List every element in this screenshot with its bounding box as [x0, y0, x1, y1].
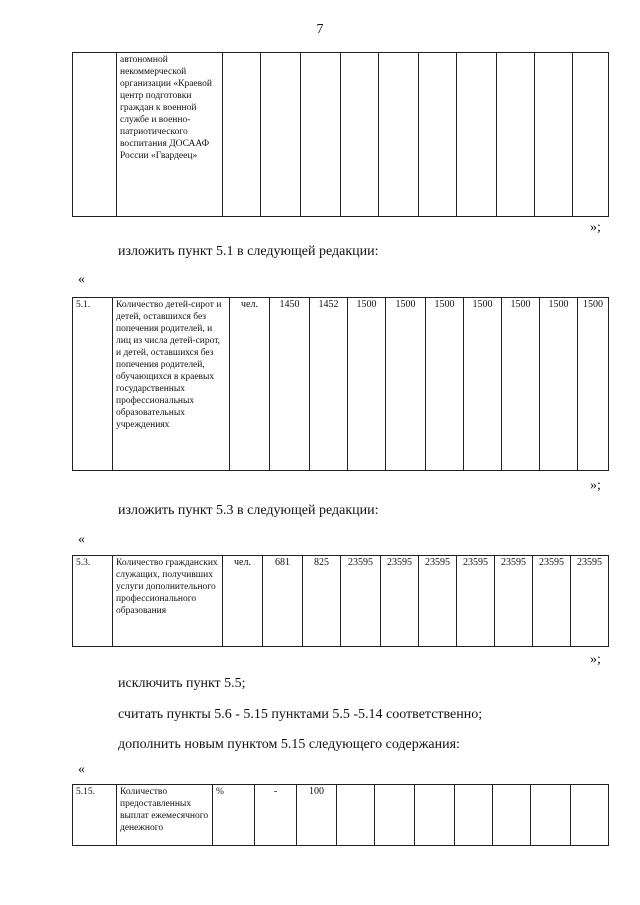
row-value: 1500: [578, 298, 609, 471]
row-value: [415, 785, 455, 846]
row-value: [455, 785, 493, 846]
row-value: 23595: [533, 556, 571, 647]
closing-quote: »;: [590, 478, 601, 493]
row-value: [571, 785, 609, 846]
row-description: Количество детей-сирот и детей, оставшихся без попечения родителей, и лиц из числа детей-сирот, и детей, оставшихся без попечения родителей, обучающихся в краевых государственных профессиональных образовательных учреждениях: [113, 298, 230, 471]
opening-quote: «: [78, 762, 85, 777]
row-value: 1500: [540, 298, 578, 471]
closing-quote: »;: [590, 220, 601, 235]
row-value: 681: [263, 556, 303, 647]
row-number: 5.3.: [73, 556, 113, 647]
row-value: [531, 785, 571, 846]
row-value: 23595: [457, 556, 495, 647]
row-value: 1500: [464, 298, 502, 471]
table-row-5-15: [72, 784, 609, 846]
row-value: 23595: [341, 556, 381, 647]
row-value: 1450: [270, 298, 310, 471]
row-value: 1500: [386, 298, 426, 471]
row-number: 5.15.: [73, 785, 117, 846]
row-value: [337, 785, 375, 846]
row-value: 1500: [502, 298, 540, 471]
table-row-5-1: [72, 297, 609, 471]
row-value: 100: [297, 785, 337, 846]
row-unit: чел.: [230, 298, 270, 471]
row-value: 1452: [310, 298, 348, 471]
row-value: 1500: [426, 298, 464, 471]
instruction-2: изложить пункт 5.3 в следующей редакции:: [118, 503, 379, 518]
row-unit: %: [213, 785, 255, 846]
row-value: [493, 785, 531, 846]
row-value: 23595: [571, 556, 609, 647]
instruction-3: исключить пункт 5.5;: [118, 676, 246, 691]
row-unit: чел.: [223, 556, 263, 647]
top-table: [72, 52, 609, 217]
instruction-4: считать пункты 5.6 - 5.15 пунктами 5.5 -5.14 соответственно;: [118, 707, 483, 722]
row-value: 825: [303, 556, 341, 647]
closing-quote: »;: [590, 652, 601, 667]
instruction-5: дополнить новым пунктом 5.15 следующего содержания:: [118, 737, 460, 752]
row-description: Количество предоставленных выплат ежемесячного денежного: [117, 785, 213, 846]
instruction-1: изложить пункт 5.1 в следующей редакции:: [118, 244, 379, 259]
table-row-5-3: [72, 555, 609, 647]
row-number: 5.1.: [73, 298, 113, 471]
row-value: 1500: [348, 298, 386, 471]
row-description: Количество гражданских служащих, получивших услуги дополнительного профессионального образования: [113, 556, 223, 647]
row-value: 23595: [419, 556, 457, 647]
opening-quote: «: [78, 532, 85, 547]
cell-number: [73, 53, 117, 217]
row-value: -: [255, 785, 297, 846]
opening-quote: «: [78, 272, 85, 287]
row-value: 23595: [381, 556, 419, 647]
row-value: [375, 785, 415, 846]
page-number: 7: [316, 22, 324, 37]
cell-description: автономной некоммерческой организации «Краевой центр подготовки граждан к военной службе и военно-патриотического воспитания ДОСААФ России «Гвардеец»: [117, 53, 223, 217]
row-value: 23595: [495, 556, 533, 647]
